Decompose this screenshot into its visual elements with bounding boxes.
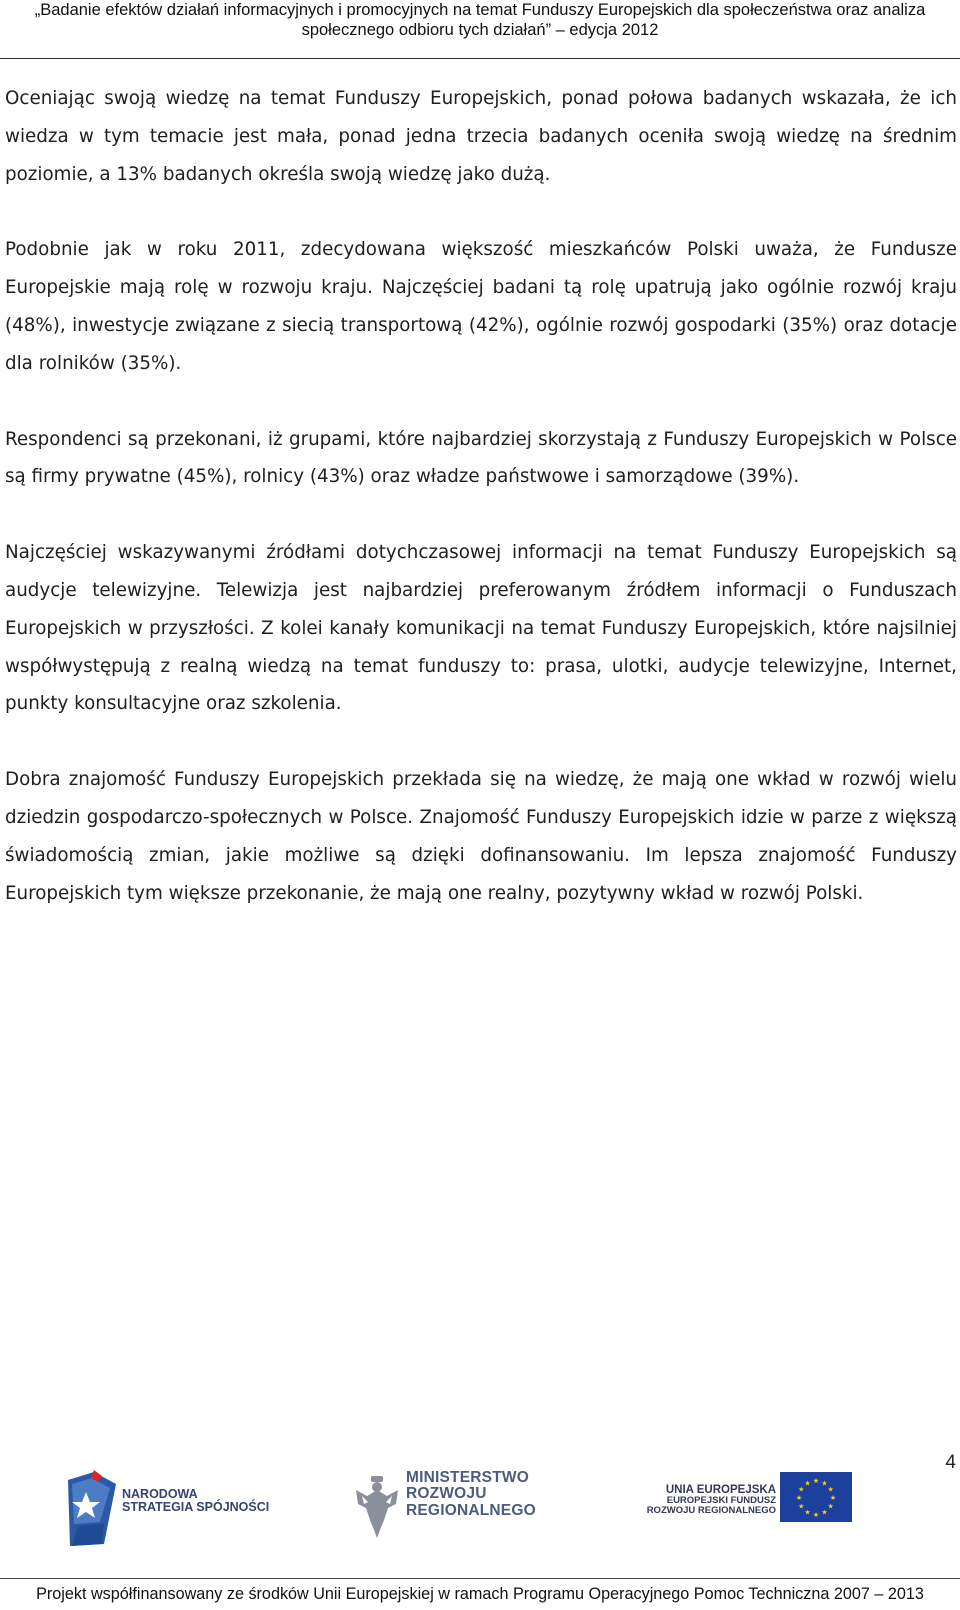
svg-text:★: ★ — [812, 1511, 820, 1519]
svg-text:★: ★ — [798, 1502, 805, 1511]
paragraph-knowledge-self-assessment: Oceniając swoją wiedzę na temat Funduszy Europejskich, ponad połowa badanych wskazała, że ich wiedza w tym temacie jest mała, ponad jedna trzecia badanych oceniła swoją wiedzę na średnim poziomie, a 13% badanych określa swoją wiedzę jako dużą. — [5, 88, 957, 185]
svg-text:★: ★ — [829, 1494, 837, 1502]
svg-text:★: ★ — [798, 1485, 805, 1494]
ue-logo-line-3: ROZWOJU REGIONALNEGO — [646, 1505, 776, 1517]
paragraph-beneficiary-groups: Respondenci są przekonani, iż grupami, które najbardziej skorzystają z Funduszy Europejskich w Polsce są firmy prywatne (45%), rolnicy (43%) oraz władze państwowe i samorządowe (39%). — [5, 428, 957, 488]
logo-narodowa-strategia-spojnosci — [64, 1470, 270, 1552]
paragraph-information-sources: Najczęściej wskazywanymi źródłami dotychczasowej informacji na temat Funduszy Europejskich są audycje telewizyjne. Telewizja jest najbardziej preferowanym źródłem informacji o Funduszach Europejskich w przyszłości. Z kolei kanały komunikacji na temat Funduszy Europejskich, które najsilniej współwystępują z realną wiedzą na temat funduszy to: prasa, ulotki, audycje telewizyjne, Internet, punkty konsultacyjne oraz szkolenia. — [5, 542, 957, 715]
nss-logo-line-1: NARODOWA — [122, 1487, 198, 1501]
mrr-logo-line-2: ROZWOJU — [406, 1485, 487, 1503]
nss-logo-line-2: STRATEGIA SPÓJNOŚCI — [122, 1500, 270, 1515]
header-title-line-1: „Badanie efektów działań informacyjnych i promocyjnych na temat Funduszy Europejskich dla społeczeństwa oraz analiza — [34, 1, 926, 19]
nss-logo-text — [122, 1488, 292, 1514]
ue-logo-line-2: EUROPEJSKI FUNDUSZ — [666, 1495, 776, 1507]
page-number: 4 — [945, 1452, 956, 1473]
svg-text:★: ★ — [827, 1502, 834, 1511]
ue-logo-line-1: UNIA EUROPEJSKA — [665, 1484, 776, 1496]
svg-text:★: ★ — [804, 1479, 811, 1488]
svg-text:★: ★ — [795, 1494, 803, 1502]
document-body — [5, 80, 957, 950]
mrr-logo-text — [406, 1470, 566, 1519]
ue-logo-text — [636, 1484, 776, 1516]
svg-text:★: ★ — [827, 1485, 834, 1494]
mrr-logo-line-3: REGIONALNEGO — [406, 1501, 536, 1519]
page-footer: Projekt współfinansowany ze środków Unii Europejskiej w ramach Programu Operacyjnego Pomoc Techniczna 2007 – 2013 — [0, 1578, 960, 1609]
mrr-logo-line-1: MINISTERSTWO — [406, 1469, 529, 1486]
svg-text:★: ★ — [821, 1479, 828, 1488]
svg-text:★: ★ — [821, 1508, 828, 1517]
svg-text:★: ★ — [804, 1508, 811, 1517]
nss-star-logo-icon — [64, 1470, 120, 1548]
eu-flag-icon — [780, 1472, 852, 1522]
polish-eagle-emblem-icon — [354, 1472, 400, 1542]
svg-text:★: ★ — [812, 1477, 820, 1485]
paragraph-role-in-development: Podobnie jak w roku 2011, zdecydowana większość mieszkańców Polski uważa, że Fundusze Europejskie mają rolę w rozwoju kraju. Najczęściej badani tą rolę upatrują jako ogólnie rozwój kraju (48%), inwestycje związane z siecią transportową (42%), ogólnie rozwój gospodarki (35%) oraz dotacje dla rolników (35%). — [5, 239, 957, 374]
page-header — [0, 0, 960, 59]
paragraph-knowledge-impact: Dobra znajomość Funduszy Europejskich przekłada się na wiedzę, że mają one wkład w rozwój wielu dziedzin gospodarczo-społecznych w Polsce. Znajomość Funduszy Europejskich idzie w parze z większą świadomością zmian, jakie możliwe są dzięki dofinansowaniu. Im lepsza znajomość Funduszy Europejskich tym większe przekonanie, że mają one realny, pozytywny wkład w rozwój Polski. — [5, 769, 957, 904]
header-title-line-2: społecznego odbioru tych działań” – edycja 2012 — [301, 21, 659, 39]
